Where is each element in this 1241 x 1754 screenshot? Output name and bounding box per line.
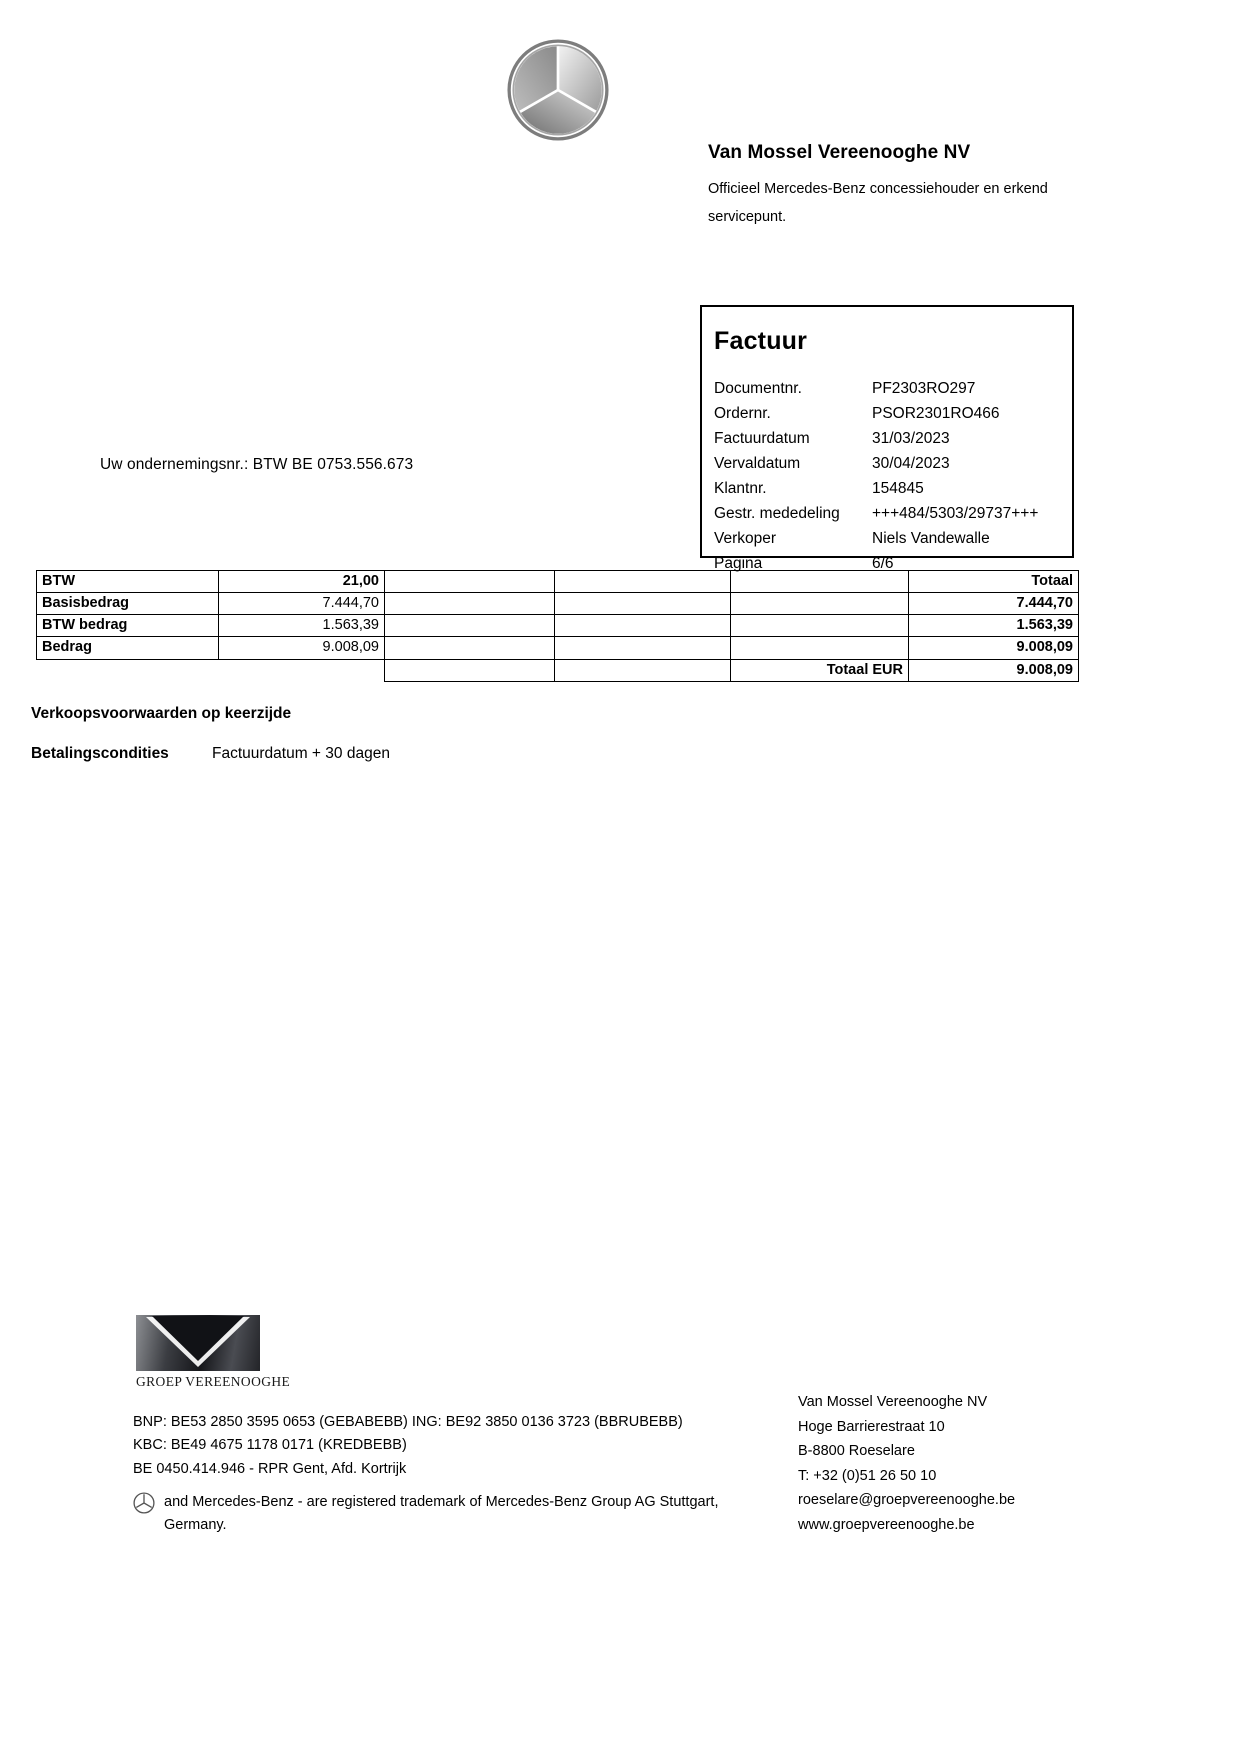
invoice-meta-table bbox=[712, 378, 1038, 578]
trademark-text: and Mercedes-Benz - are registered trademark of Mercedes-Benz Group AG Stuttgart, Germany. bbox=[164, 1494, 719, 1534]
bank-line: BNP: BE53 2850 3595 0653 (GEBABEBB) ING: BE92 3850 0136 3723 (BBRUBEBB) bbox=[133, 1414, 683, 1430]
vat-row-value: 7.444,70 bbox=[219, 593, 385, 615]
meta-label: Factuurdatum bbox=[714, 430, 810, 447]
vat-row-total: 7.444,70 bbox=[909, 593, 1079, 615]
sales-conditions-note: Verkoopsvoorwaarden op keerzijde bbox=[31, 705, 292, 722]
vat-row-label: Bedrag bbox=[37, 637, 219, 659]
address-email[interactable]: roeselare@groepvereenooghe.be bbox=[798, 1492, 1016, 1508]
vat-row-value: 21,00 bbox=[219, 571, 385, 593]
vat-empty-cell bbox=[555, 593, 731, 615]
meta-value: 154845 bbox=[872, 480, 924, 497]
address-line: Hoge Barrierestraat 10 bbox=[798, 1418, 945, 1435]
meta-label: Klantnr. bbox=[714, 480, 767, 497]
customer-vat-number: Uw ondernemingsnr.: BTW BE 0753.556.673 bbox=[100, 456, 414, 473]
dealer-subtitle: Officieel Mercedes-Benz concessiehouder en erkend servicepunt. bbox=[708, 180, 1048, 226]
groep-vereenooghe-logo bbox=[136, 1315, 291, 1390]
meta-value: 31/03/2023 bbox=[872, 430, 950, 447]
meta-label: Pagina bbox=[714, 555, 763, 572]
meta-row-klantnr bbox=[712, 478, 1038, 503]
meta-row-documentnr bbox=[712, 378, 1038, 403]
meta-value: 6/6 bbox=[872, 555, 894, 572]
meta-value: +++484/5303/29737+++ bbox=[872, 505, 1039, 522]
meta-label: Verkoper bbox=[714, 530, 777, 547]
address-line: Van Mossel Vereenooghe NV bbox=[798, 1394, 988, 1410]
bank-line: BE 0450.414.946 - RPR Gent, Afd. Kortrijk bbox=[133, 1460, 407, 1477]
vat-empty-cell bbox=[731, 593, 909, 615]
vat-row-label: BTW bedrag bbox=[37, 615, 219, 637]
vat-empty-cell bbox=[385, 593, 555, 615]
vat-row-total: 1.563,39 bbox=[909, 615, 1079, 637]
vat-row-value: 1.563,39 bbox=[219, 615, 385, 637]
table-row bbox=[37, 571, 1079, 593]
vat-total-header: Totaal bbox=[909, 571, 1079, 593]
vat-empty-cell bbox=[385, 571, 555, 593]
bank-details-block bbox=[133, 1411, 683, 1481]
vat-summary-table bbox=[36, 570, 1079, 682]
table-row bbox=[37, 615, 1079, 637]
vat-row-value: 9.008,09 bbox=[219, 637, 385, 659]
address-line: B-8800 Roeselare bbox=[798, 1443, 915, 1459]
groep-vereenooghe-wordmark: GROEP VEREENOOGHE bbox=[136, 1374, 291, 1389]
address-phone: T: +32 (0)51 26 50 10 bbox=[798, 1467, 937, 1484]
table-row bbox=[37, 593, 1079, 615]
meta-label: Ordernr. bbox=[714, 405, 771, 422]
meta-label: Gestr. mededeling bbox=[714, 505, 840, 522]
vat-empty-cell bbox=[731, 571, 909, 593]
vat-empty-cell bbox=[555, 615, 731, 637]
payment-conditions-row bbox=[31, 745, 651, 763]
dealer-header bbox=[708, 142, 1108, 231]
payment-conditions-value: Factuurdatum + 30 dagen bbox=[212, 745, 390, 762]
meta-label: Vervaldatum bbox=[714, 455, 801, 472]
dealer-name: Van Mossel Vereenooghe NV bbox=[708, 142, 971, 163]
meta-row-vervaldatum bbox=[712, 453, 1038, 478]
meta-row-factuurdatum bbox=[712, 428, 1038, 453]
vat-empty-cell bbox=[385, 637, 555, 659]
table-row bbox=[37, 637, 1079, 659]
grand-total-row bbox=[37, 659, 1079, 681]
meta-row-verkoper bbox=[712, 528, 1038, 553]
chevron-logo-icon bbox=[136, 1315, 260, 1371]
grand-total-empty-cell bbox=[555, 659, 731, 681]
invoice-meta-box bbox=[700, 305, 1074, 572]
vat-empty-cell bbox=[555, 637, 731, 659]
company-address-block bbox=[798, 1390, 1015, 1537]
conditions-block bbox=[31, 705, 651, 763]
vat-empty-cell bbox=[731, 615, 909, 637]
payment-conditions-label: Betalingscondities bbox=[31, 745, 169, 762]
meta-value: PF2303RO297 bbox=[872, 380, 976, 397]
vat-row-label: Basisbedrag bbox=[37, 593, 219, 615]
vat-empty-cell bbox=[555, 571, 731, 593]
mercedes-benz-star-icon bbox=[506, 38, 610, 142]
address-website[interactable]: www.groepvereenooghe.be bbox=[798, 1516, 975, 1533]
meta-value: PSOR2301RO466 bbox=[872, 405, 1000, 422]
meta-row-ordernr bbox=[712, 403, 1038, 428]
meta-value: 30/04/2023 bbox=[872, 455, 950, 472]
vat-empty-cell bbox=[385, 615, 555, 637]
meta-label: Documentnr. bbox=[714, 380, 802, 397]
spacer-cell bbox=[37, 659, 219, 681]
invoice-title: Factuur bbox=[714, 327, 808, 355]
vat-row-total: 9.008,09 bbox=[909, 637, 1079, 659]
bank-line: KBC: BE49 4675 1178 0171 (KREDBEBB) bbox=[133, 1437, 407, 1454]
grand-total-label: Totaal EUR bbox=[731, 659, 909, 681]
grand-total-value: 9.008,09 bbox=[909, 659, 1079, 681]
vat-row-label: BTW bbox=[37, 571, 219, 593]
meta-value: Niels Vandewalle bbox=[872, 530, 990, 547]
trademark-block bbox=[133, 1491, 773, 1537]
vat-empty-cell bbox=[731, 637, 909, 659]
meta-row-gestructureerde-mededeling bbox=[712, 503, 1038, 528]
grand-total-empty-cell bbox=[385, 659, 555, 681]
spacer-cell bbox=[219, 659, 385, 681]
mercedes-benz-star-small-icon bbox=[133, 1492, 155, 1514]
